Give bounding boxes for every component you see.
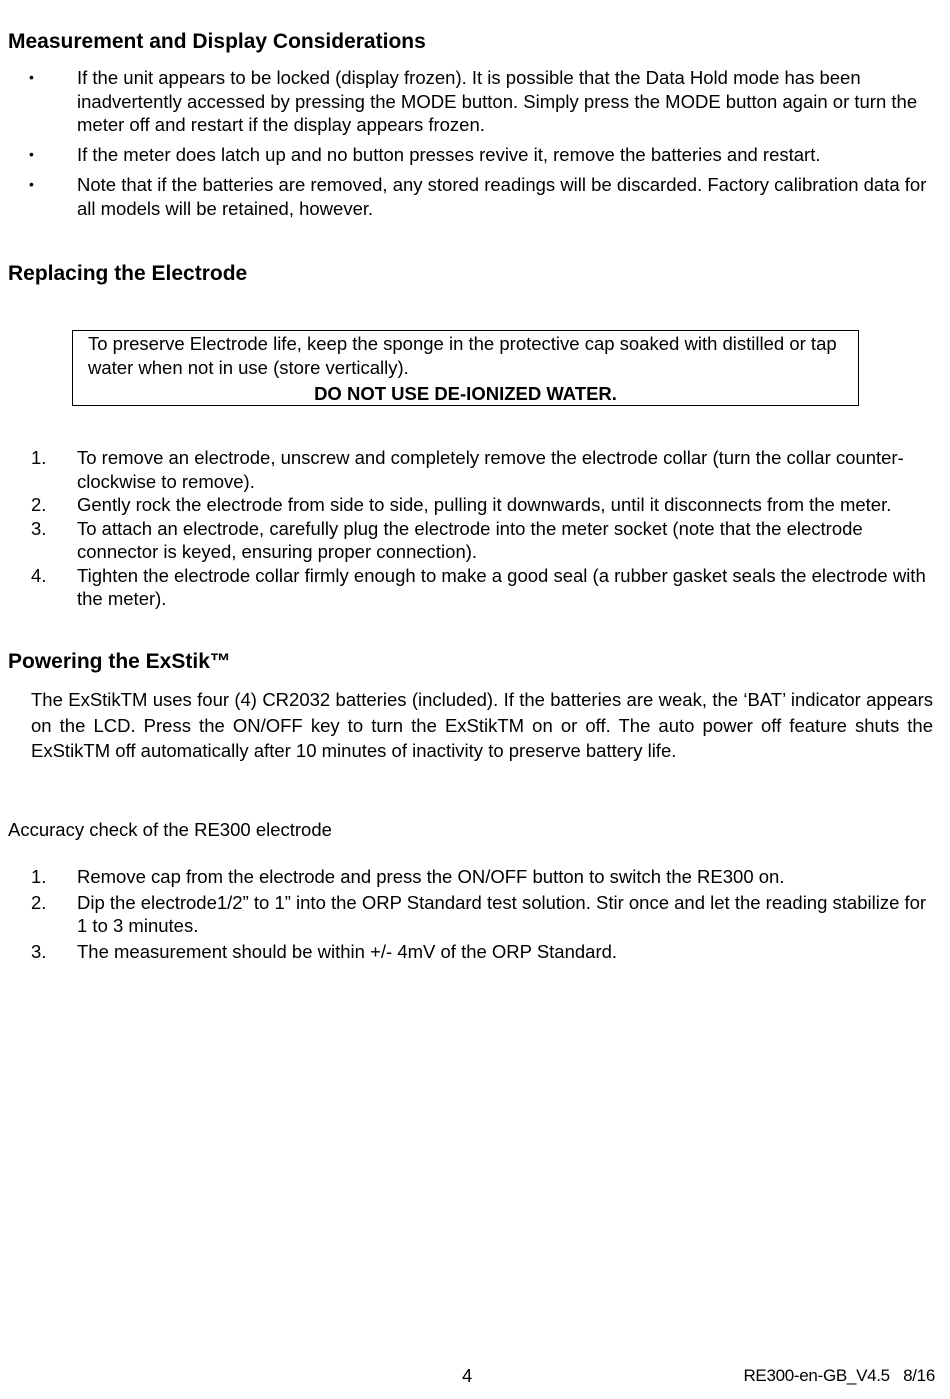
list-item [0, 564, 935, 611]
step-text: Gently rock the electrode from side to side, pulling it downwards, until it disconnects from the meter. [77, 494, 892, 515]
document-id: RE300-en-GB_V4.5 8/16 [743, 1366, 935, 1385]
powering-paragraph: The ExStikTM uses four (4) CR2032 batteries (included). If the batteries are weak, the ‘BAT’ indicator appears on the LCD. Press the ON/OFF key to turn the ExStikTM on or off. The auto power off feature shuts the ExStikTM off automatically after 10 minutes of inactivity to preserve battery life. [31, 689, 933, 761]
step-number: 3. [31, 940, 47, 962]
section-heading-replacing-electrode: Replacing the Electrode [8, 262, 248, 285]
step-text: To attach an electrode, carefully plug the electrode into the meter socket (note that the electrode connector is keyed, ensuring proper connection). [77, 517, 863, 562]
list-item [0, 493, 935, 517]
step-text: To remove an electrode, unscrew and completely remove the electrode collar (turn the collar counter-clockwise to remove). [77, 447, 904, 492]
step-text: Remove cap from the electrode and press the ON/OFF button to switch the RE300 on. [77, 866, 785, 887]
notice-text: To preserve Electrode life, keep the sponge in the protective cap soaked with distilled or tap water when not in use (store vertically). [88, 333, 837, 378]
step-number: 2. [31, 494, 47, 515]
step-number: 3. [31, 517, 47, 539]
section-heading-accuracy-check: Accuracy check of the RE300 electrode [8, 819, 332, 840]
notice-warning: DO NOT USE DE-IONIZED WATER. [314, 383, 617, 404]
step-number: 1. [31, 866, 47, 887]
page-number: 4 [462, 1365, 473, 1386]
section-heading-measurement: Measurement and Display Considerations [8, 30, 426, 53]
bullet-marker: • [29, 176, 34, 192]
step-number: 1. [31, 447, 47, 468]
list-item [0, 865, 935, 889]
step-number: 2. [31, 891, 47, 913]
section-heading-powering: Powering the ExStik™ [8, 650, 231, 673]
list-item [0, 940, 935, 964]
bullet-marker: • [29, 146, 34, 162]
step-number: 4. [31, 564, 47, 586]
list-item [0, 891, 935, 938]
list-item [0, 517, 935, 564]
measurement-bullet-list [0, 66, 935, 227]
list-item [0, 66, 935, 137]
bullet-text: If the meter does latch up and no button presses revive it, remove the batteries and restart. [77, 144, 821, 165]
bullet-marker: • [29, 69, 34, 85]
bullet-text: If the unit appears to be locked (display frozen). It is possible that the Data Hold mode has been inadvertently accessed by pressing the MODE button. Simply press the MODE button again or turn the meter off and restart if the display appears frozen. [77, 67, 918, 135]
step-text: Tighten the electrode collar firmly enough to make a good seal (a rubber gasket seals the electrode with the meter). [77, 564, 926, 609]
electrode-care-notice-box [72, 330, 859, 406]
step-text: Dip the electrode1/2” to 1” into the ORP Standard test solution. Stir once and let the reading stabilize for 1 to 3 minutes. [77, 891, 927, 936]
replacing-steps-list [0, 446, 935, 611]
list-item [0, 143, 935, 167]
list-item [0, 446, 935, 493]
bullet-text: Note that if the batteries are removed, any stored readings will be discarded. Factory calibration data for all models will be retained, however. [77, 174, 927, 219]
list-item [0, 173, 935, 220]
step-text: The measurement should be within +/- 4mV of the ORP Standard. [77, 940, 618, 962]
accuracy-steps-list [0, 865, 935, 963]
